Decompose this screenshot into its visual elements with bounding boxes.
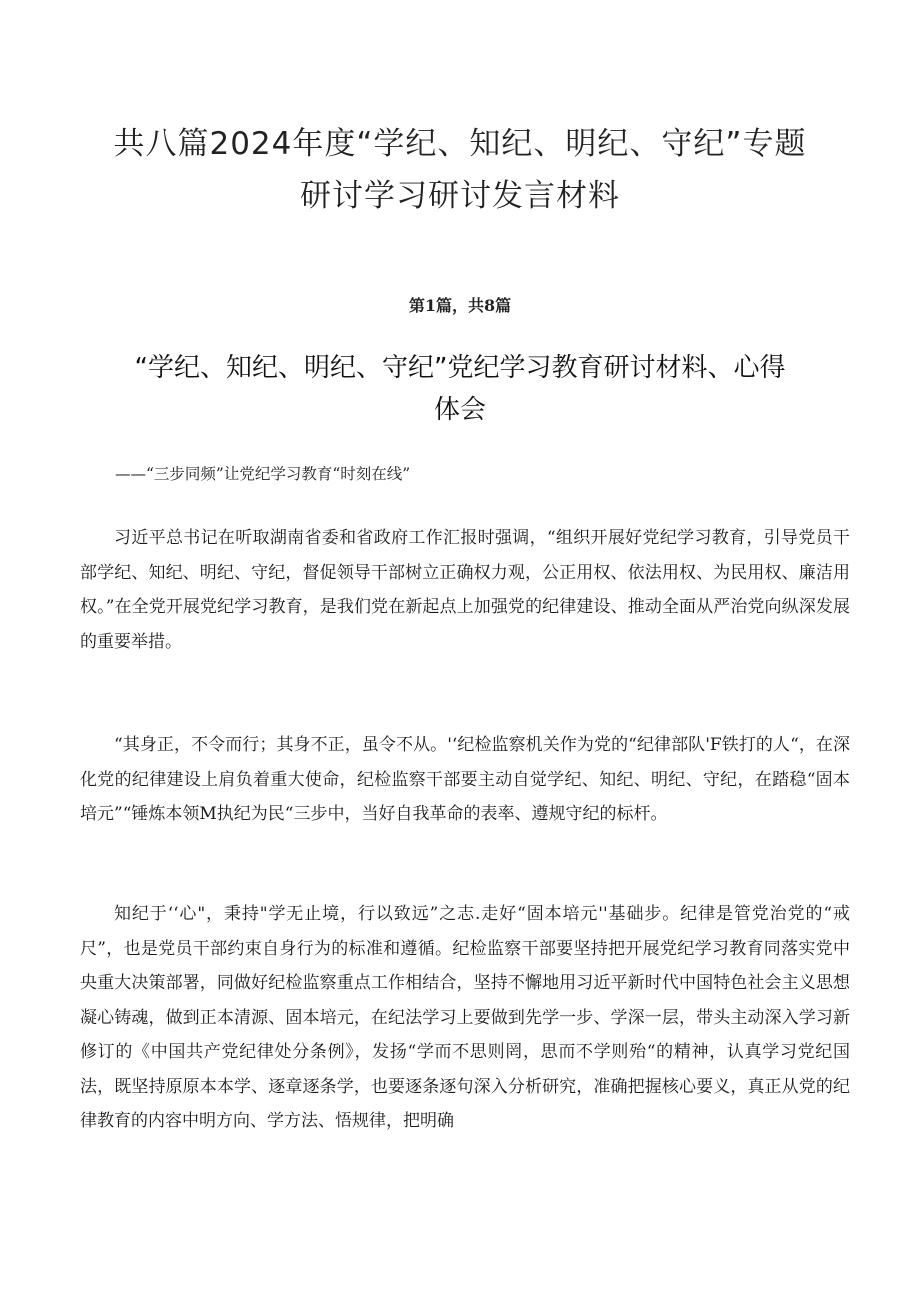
part-label: 第1篇，共8篇 [408, 296, 512, 315]
document-title-line-2: 研讨学习研讨发言材料 [300, 178, 620, 214]
article-title-line-2: 体会 [433, 395, 486, 425]
body-paragraph: 知纪于‘‘心"，秉持"学无止境，行以致远”之志.走好“固本培元''基础步。纪律是管党治党的“戒尺”，也是党员干部约束自身行为的标准和遵循。纪检监察干部要坚持把开展党纪学习教育同落实党中央重大决策部署，同做好纪检监察重点工作相结合，坚持不懈地用习近平新时代中国特色社会主义思想凝心铸魂，做到正本清源、固本培元，在纪法学习上要做到先学一步、学深一层，带头主动深入学习新修订的《中国共产党纪律处分条例》，发扬“学而不思则罔，思而不学则殆“的精神，认真学习党纪国法，既坚持原原本本学、逐章逐条学，也要逐条逐句深入分析研究，准确把握核心要义，真正从党的纪律教育的内容中明方向、学方法、悟规律，把明确 [80, 904, 850, 1131]
article-subtitle: ——“三步同频”让党纪学习教育“时刻在线” [115, 465, 411, 483]
document-title [80, 118, 840, 222]
document-title-line-1: 共八篇2024年度“学纪、知纪、明纪、守纪”专题 [113, 126, 807, 162]
body-paragraph: “其身正，不令而行；其身不正，虽令不从。'‘纪检监察机关作为党的“纪律部队'F铁打的人“，在深化党的纪律建设上肩负着重大使命，纪检监察干部要主动自觉学纪、知纪、明纪、守纪，在踏稳“固本培元”“锤炼本领M执纪为民“三步中，当好自我革命的表率、遵规守纪的标杆。 [80, 735, 850, 824]
body-paragraph: 习近平总书记在听取湖南省委和省政府工作汇报时强调，“组织开展好党纪学习教育，引导党员干部学纪、知纪、明纪、守纪，督促领导干部树立正确权力观，公正用权、依法用权、为民用权、廉洁用权。”在全党开展党纪学习教育，是我们党在新起点上加强党的纪律建设、推动全面从严治党向纵深发展的重要举措。 [80, 528, 850, 652]
article-title [100, 347, 820, 431]
article-title-line-1: “学纪、知纪、明纪、守纪”党纪学习教育研讨材料、心得 [134, 353, 786, 383]
